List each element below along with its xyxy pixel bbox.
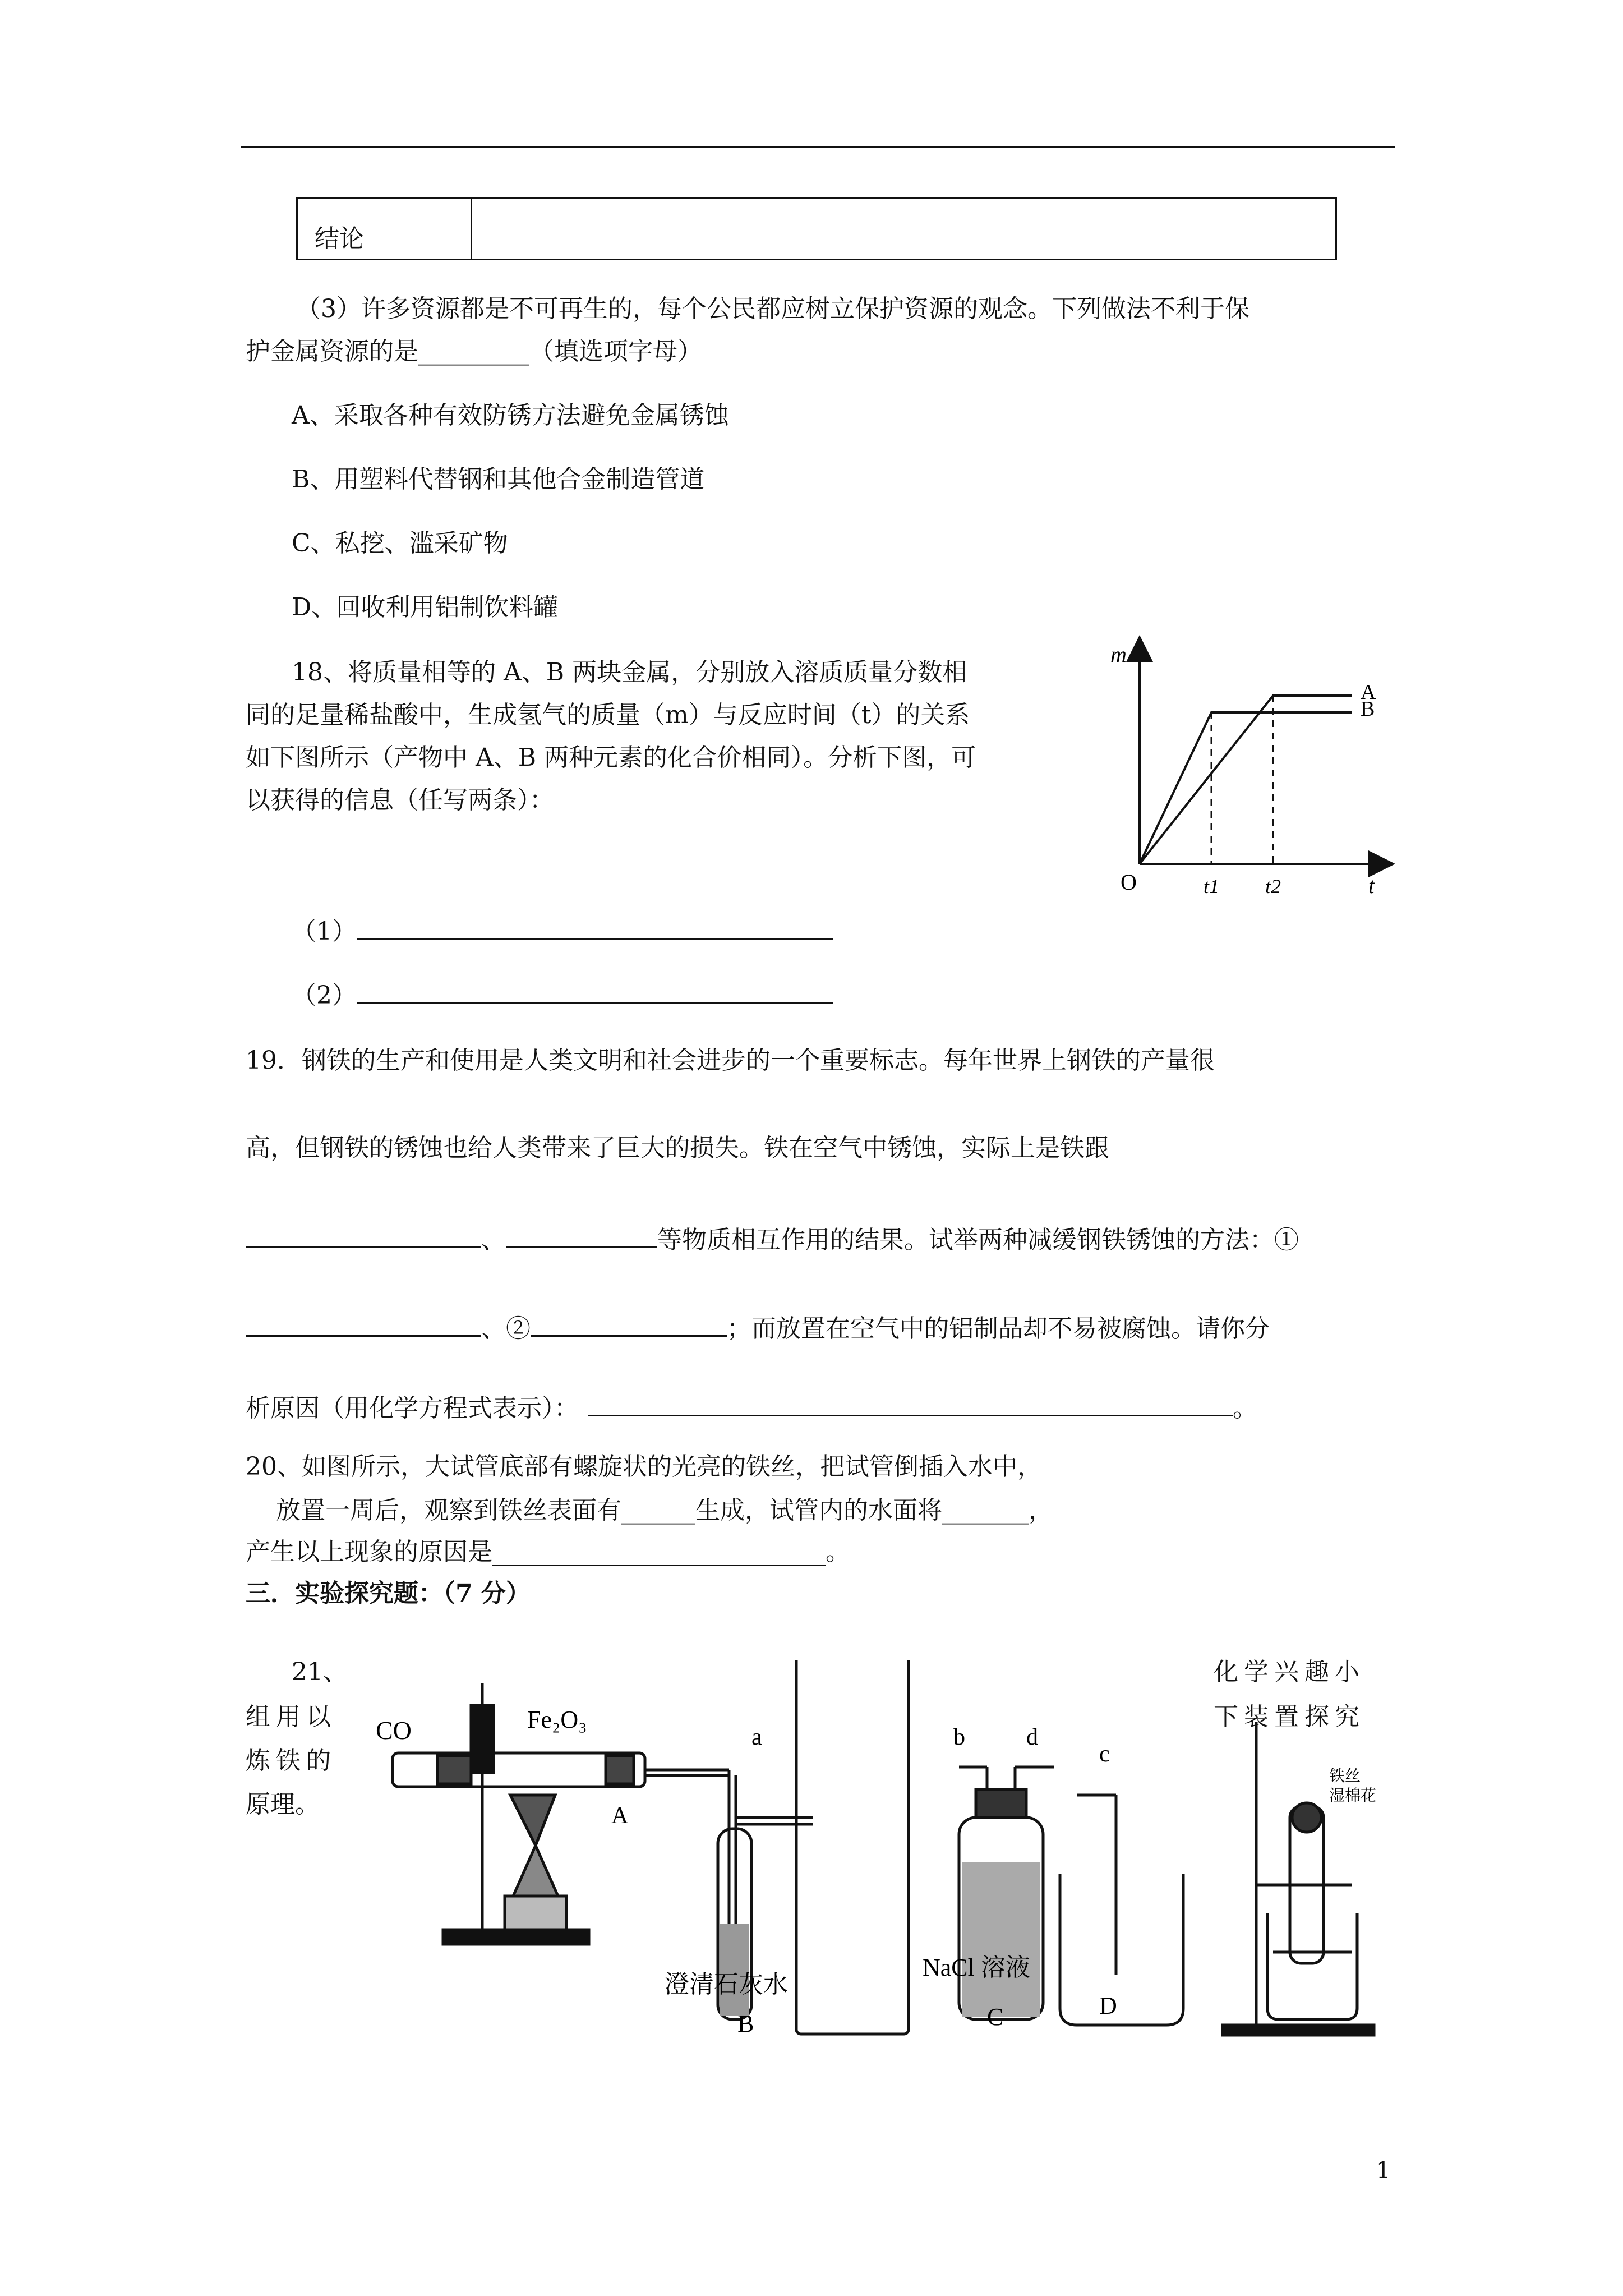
q19-line4-sep: 、② bbox=[481, 1314, 531, 1343]
conclusion-label: 结论 bbox=[315, 224, 364, 253]
q19-blank-method-2[interactable] bbox=[531, 1312, 727, 1337]
q20-blank-2[interactable]: _______ bbox=[942, 1496, 1029, 1525]
q20-blank-reason[interactable]: ___________________________ bbox=[492, 1538, 826, 1566]
q19-line3 bbox=[246, 1223, 1299, 1257]
q19-blank-method-1[interactable] bbox=[246, 1312, 481, 1337]
q17-option-c: C、私挖、滥采矿物 bbox=[292, 529, 508, 558]
label-point-a: A bbox=[611, 1803, 629, 1829]
q19-line3-sep: 、 bbox=[481, 1226, 506, 1254]
q17-3-line2 bbox=[246, 335, 702, 368]
q18-answer-2-label: （2） bbox=[292, 981, 357, 1010]
q21-left-4: 原理。 bbox=[246, 1790, 320, 1819]
q18-answer-2-blank[interactable] bbox=[357, 978, 833, 1004]
q20-line2-text-a: 放置一周后，观察到铁丝表面有 bbox=[276, 1496, 621, 1525]
q19-line4 bbox=[246, 1312, 1270, 1345]
header-rule bbox=[241, 146, 1395, 148]
q17-option-d: D、回收利用铝制饮料罐 bbox=[292, 593, 559, 622]
q20-line2-text-b: 生成，试管内的水面将 bbox=[695, 1496, 942, 1525]
q18-line2: 同的足量稀盐酸中，生成氢气的质量（m）与反应时间（t）的关系 bbox=[246, 701, 970, 729]
q18-answer-2 bbox=[292, 978, 833, 1012]
series-line-A bbox=[1140, 696, 1352, 864]
q20-line3-end: 。 bbox=[826, 1538, 850, 1566]
q19-line5-text: 析原因（用化学方程式表示）： bbox=[246, 1394, 579, 1423]
q18-mass-time-chart bbox=[1088, 628, 1402, 898]
q20-line2 bbox=[276, 1494, 1053, 1527]
q18-line1: 18、将质量相等的 A、B 两块金属，分别放入溶质质量分数相 bbox=[292, 658, 967, 687]
q17-3-line1: （3）许多资源都是不可再生的，每个公民都应树立保护资源的观念。下列做法不利于保 bbox=[296, 295, 1249, 323]
q19-blank-equation[interactable] bbox=[588, 1391, 1233, 1416]
q19-line3-text: 等物质相互作用的结果。试举两种减缓钢铁锈蚀的方法：① bbox=[657, 1226, 1299, 1254]
series-line-B bbox=[1140, 712, 1352, 864]
page-number: 1 bbox=[1376, 2157, 1391, 2183]
q20-line3 bbox=[246, 1536, 850, 1568]
label-co: CO bbox=[376, 1716, 412, 1745]
q21-left-1: 21、 bbox=[292, 1658, 348, 1686]
letter-b: B bbox=[737, 2010, 754, 2037]
q21-left-2: 组用以 bbox=[246, 1703, 336, 1731]
q18-line4: 以获得的信息（任写两条）： bbox=[246, 786, 554, 815]
q19-line2: 高，但钢铁的锈蚀也给人类带来了巨大的损失。铁在空气中锈蚀，实际上是铁跟 bbox=[246, 1134, 1109, 1162]
q20-line2-text-c: ， bbox=[1029, 1496, 1053, 1525]
x-tick-label-t2: t2 bbox=[1265, 875, 1281, 898]
q20-line3-text: 产生以上现象的原因是 bbox=[246, 1538, 492, 1566]
x-tick-label-t1: t1 bbox=[1204, 875, 1220, 898]
q17-3-line2-hint: （填选项字母） bbox=[529, 337, 702, 366]
label-nacl: NaCl 溶液 bbox=[923, 1954, 1030, 1981]
q21-right-1: 化学兴趣小 bbox=[1214, 1658, 1365, 1686]
x-axis-label: t bbox=[1368, 873, 1375, 898]
label-wet-cotton: 湿棉花 bbox=[1329, 1787, 1377, 1805]
conclusion-table bbox=[296, 197, 1337, 260]
q19-line1: 19．钢铁的生产和使用是人类文明和社会进步的一个重要标志。每年世界上钢铁的产量很 bbox=[246, 1046, 1215, 1075]
q17-option-b: B、用塑料代替钢和其他合金制造管道 bbox=[292, 465, 705, 494]
section-3-title: 三．实验探究题：（7 分） bbox=[246, 1579, 531, 1608]
conclusion-label-cell bbox=[298, 199, 472, 259]
q20-blank-1[interactable]: ______ bbox=[621, 1496, 695, 1525]
label-fe2o3: Fe₂O₃ bbox=[527, 1706, 587, 1733]
series-label-B: B bbox=[1361, 697, 1375, 721]
q21-right-2: 下装置探究 bbox=[1214, 1703, 1365, 1731]
q17-3-line2-text: 护金属资源的是 bbox=[246, 337, 418, 366]
series-label-A: A bbox=[1361, 680, 1376, 704]
q18-answer-1-blank[interactable] bbox=[357, 914, 833, 940]
label-limewater: 澄清石灰水 bbox=[665, 1971, 788, 1998]
iron-smelting-apparatus bbox=[370, 1660, 1408, 2053]
label-port-a: a bbox=[751, 1724, 762, 1750]
q19-line5-end: 。 bbox=[1233, 1394, 1257, 1423]
q18-answer-1 bbox=[292, 914, 833, 948]
q20-line1: 20、如图所示，大试管底部有螺旋状的光亮的铁丝，把试管倒插入水中， bbox=[246, 1452, 1042, 1481]
q19-line4-text: ；而放置在空气中的铝制品却不易被腐蚀。请你分 bbox=[727, 1314, 1270, 1343]
label-port-b: b bbox=[953, 1724, 965, 1750]
q19-line5 bbox=[246, 1391, 1257, 1425]
letter-d: D bbox=[1099, 1992, 1117, 2019]
q17-option-a: A、采取各种有效防锈方法避免金属锈蚀 bbox=[292, 401, 729, 430]
q18-answer-1-label: （1） bbox=[292, 917, 357, 946]
label-port-d: d bbox=[1026, 1724, 1038, 1750]
q18-line3: 如下图所示（产物中 A、B 两种元素的化合价相同）。分析下图，可 bbox=[246, 743, 976, 772]
origin-label: O bbox=[1121, 869, 1137, 895]
label-port-c: c bbox=[1099, 1741, 1110, 1767]
q19-blank-substance-1[interactable] bbox=[246, 1223, 481, 1248]
q17-3-answer-blank[interactable]: _________ bbox=[418, 337, 529, 366]
label-iron-wire: 铁丝 bbox=[1329, 1768, 1361, 1785]
q21-left-3: 炼铁的 bbox=[246, 1746, 336, 1775]
y-axis-label: m bbox=[1110, 642, 1127, 667]
letter-c: C bbox=[987, 2003, 1004, 2031]
q19-blank-substance-2[interactable] bbox=[506, 1223, 657, 1248]
